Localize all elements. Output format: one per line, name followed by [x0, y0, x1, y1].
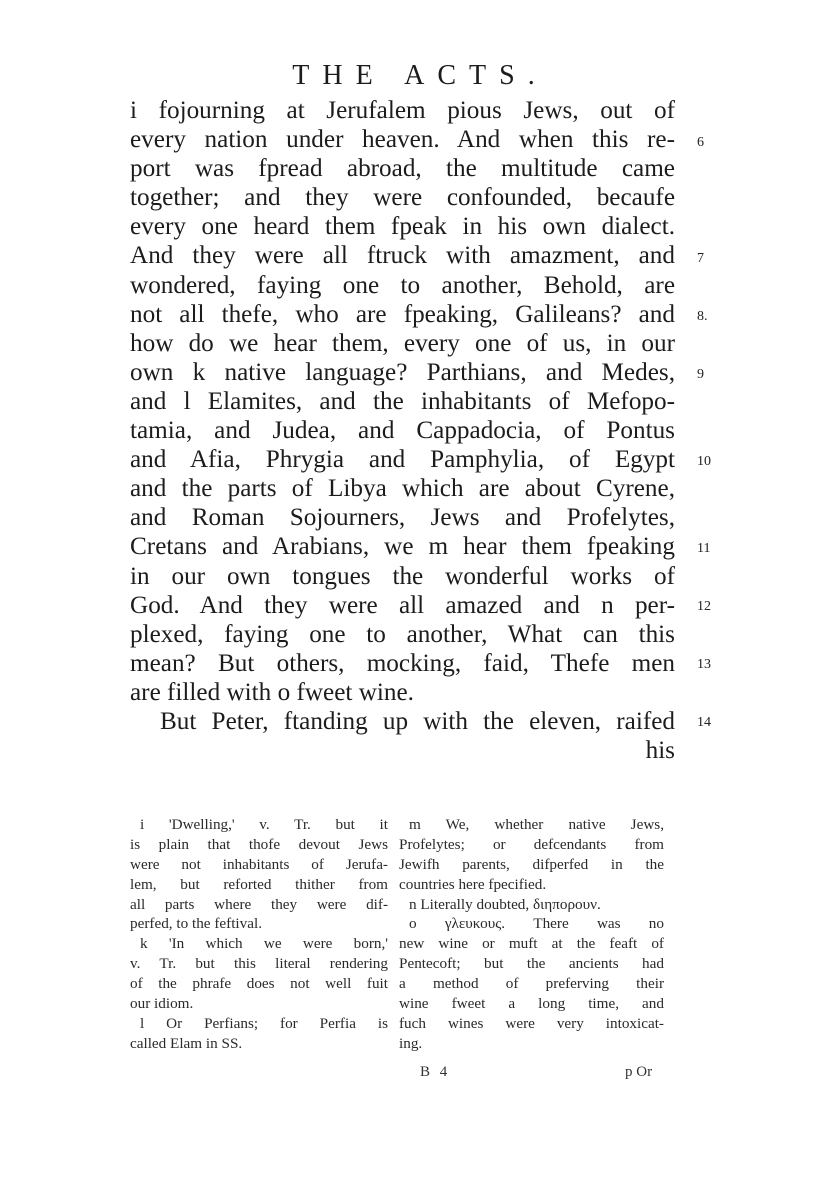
footnote-line: our idiom. — [130, 995, 194, 1013]
text-line: port was fpread abroad, the multitude came — [130, 155, 675, 183]
footnote-line: were not inhabitants of Jerufa- — [130, 855, 388, 873]
verse-number: 10 — [697, 454, 711, 469]
text-line: how do we hear them, every one of us, in our — [130, 329, 675, 357]
text-line: in our own tongues the wonderful works of — [130, 562, 675, 590]
footnote-line: l Or Perfians; for Perfia is — [140, 1014, 388, 1032]
footnotes-right-column — [399, 815, 664, 1054]
text-line: are filled with o fweet wine. — [130, 678, 414, 706]
footnote-line: Jewifh parents, difperfed in the — [399, 855, 664, 873]
footnote-line: ing. — [399, 1034, 423, 1052]
verse-number: 9 — [697, 367, 704, 382]
text-line: and Afia, Phrygia and Pamphylia, of Egypt — [130, 446, 675, 474]
text-line: own k native language? Parthians, and Medes, — [130, 358, 675, 386]
footnote-line: v. Tr. but this literal rendering — [130, 955, 388, 973]
main-text — [130, 96, 675, 765]
running-header: THE ACTS. — [292, 60, 548, 91]
verse-number: 6 — [697, 135, 704, 150]
footnote-line: a method of preferving their — [399, 975, 664, 993]
footnote-line: all parts where they were dif- — [130, 895, 388, 913]
text-line: and the parts of Libya which are about Cyrene, — [130, 475, 675, 503]
text-line: and l Elamites, and the inhabitants of Mefopo- — [130, 387, 675, 415]
footnote-line: new wine or muft at the feaft of — [399, 935, 664, 953]
footnote-line: m We, whether native Jews, — [409, 816, 664, 833]
footnote-line: called Elam in SS. — [130, 1034, 243, 1052]
footnote-line: i 'Dwelling,' v. Tr. but it — [140, 816, 388, 833]
verse-number: 13 — [697, 657, 711, 672]
footnote-line: countries here fpecified. — [399, 875, 547, 893]
text-line: not all thefe, who are fpeaking, Galileans? and — [130, 300, 675, 328]
text-line: Cretans and Arabians, we m hear them fpeaking — [130, 533, 675, 561]
text-line: every nation under heaven. And when this re- — [130, 126, 675, 154]
text-line: every one heard them fpeak in his own dialect. — [130, 213, 675, 241]
catchword: p Or — [625, 1064, 653, 1080]
footnote-line: lem, but reforted thither from — [130, 875, 388, 893]
text-line: But Peter, ftanding up with the eleven, raifed — [160, 707, 675, 735]
footnote-line: wine fweet a long time, and — [399, 995, 664, 1013]
signature-mark: B 4 — [420, 1064, 451, 1080]
footnote-line: Pentecoft; but the ancients had — [399, 955, 664, 973]
text-line: plexed, faying one to another, What can this — [130, 620, 675, 648]
text-line: mean? But others, mocking, faid, Thefe men — [130, 649, 675, 677]
verse-number: 11 — [697, 541, 711, 556]
footnotes-left-column — [130, 815, 388, 1054]
text-line: his — [645, 737, 675, 765]
text-line: tamia, and Judea, and Cappadocia, of Pontus — [130, 417, 675, 445]
text-line: God. And they were all amazed and n per- — [130, 591, 675, 619]
footnote-line: is plain that thofe devout Jews — [130, 835, 388, 853]
footnote-line: n Literally doubted, διηπορουν. — [409, 895, 601, 913]
text-line: together; and they were confounded, becaufe — [130, 184, 675, 212]
text-line: i fojourning at Jerufalem pious Jews, out of — [130, 97, 675, 124]
footnote-line: perfed, to the feftival. — [130, 915, 262, 933]
text-line: And they were all ftruck with amazment, and — [130, 242, 675, 270]
footnote-line: o γλευκους. There was no — [409, 915, 664, 933]
footnote-line: Profelytes; or defcendants from — [399, 835, 664, 853]
footnote-line: of the phrafe does not well fuit — [130, 975, 388, 993]
text-line: wondered, faying one to another, Behold, are — [130, 271, 675, 299]
verse-number: 12 — [697, 599, 711, 614]
verse-number: 8. — [697, 309, 708, 324]
text-line: and Roman Sojourners, Jews and Profelytes, — [130, 504, 675, 532]
verse-number: 14 — [697, 715, 711, 730]
footnote-line: fuch wines were very intoxicat- — [399, 1014, 664, 1032]
verse-number: 7 — [697, 251, 704, 266]
footnote-line: k 'In which we were born,' — [140, 935, 388, 953]
